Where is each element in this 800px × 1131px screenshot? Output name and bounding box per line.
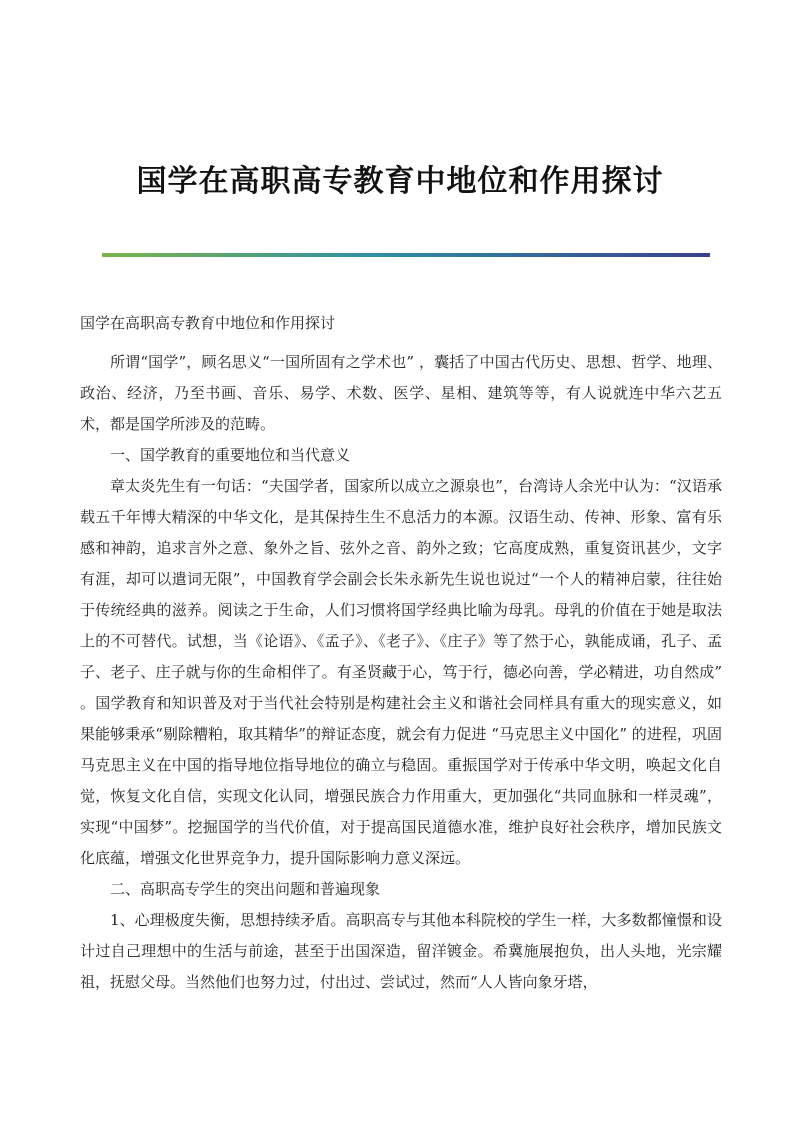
- section-heading-2: 二、高职高专学生的突出问题和普遍现象: [110, 880, 381, 898]
- paragraph-section-2-item-1: 1、心理极度失衡，思想持续矛盾。高职高专与其他本科院校的学生一样，大多数都憧憬和设计过自己理想中的生活与前途，甚至于出国深造，留洋镀金。希冀施展抱负，出人头地，光宗耀祖，抚慰父母。当然他们也努力过，付出过、尝试过，然而“人人皆向象牙塔，: [80, 911, 722, 991]
- paragraph-section-1: 章太炎先生有一句话：“夫国学者，国家所以成立之源泉也”，台湾诗人余光中认为：“汉语承载五千年博大精深的中华文化，是其保持生生不息活力的本源。汉语生动、传神、形象、富有乐感和神韵，追求言外之意、象外之旨、弦外之音、韵外之致；它高度成熟，重复资讯甚少，文字有涯，却可以遣词无限”，中国教育学会副会长朱永新先生说也说过“一个人的精神启蒙，往往始于传统经典的滋养。阅读之于生命，人们习惯将国学经典比喻为母乳。母乳的价值在于她是取法上的不可替代。试想，当《论语》、《孟子》、《老子》、《庄子》等了然于心，孰能成诵，孔子、孟子、老子、庄子就与你的生命相伴了。有圣贤藏于心，笃于行，德必向善，学必精进，功自然成” 。国学教育和知识普及对于当代社会特别是构建社会主义和谐社会同样具有重大的现实意义，如果能够秉承“剔除糟粕，取其精华”的辩证态度，就会有力促进 “马克思主义中国化” 的进程，巩固马克思主义在中国的指导地位指导地位的确立与稳固。重振国学对于传承中华文明，唤起文化自觉，恢复文化自信，实现文化认同，增强民族合力作用重大，更加强化“共同血脉和一样灵魂”，实现“中国梦”。挖掘国学的当代价值，对于提高国民道德水准，维护良好社会秩序，增加民族文化底蕴，增强文化世界竞争力，提升国际影响力意义深远。: [80, 477, 722, 867]
- document-body: [80, 308, 722, 998]
- section-heading-1: 一、国学教育的重要地位和当代意义: [110, 446, 351, 464]
- paragraph-intro: 所谓“国学”，顾名思义“一国所固有之学术也” ，囊括了中国古代历史、思想、哲学、地理、政治、经济，乃至书画、音乐、易学、术数、医学、星相、建筑等等，有人说就连中华六艺五术，都是国学所涉及的范畴。: [80, 353, 722, 433]
- title-divider: [102, 253, 710, 257]
- document-subtitle: 国学在高职高专教育中地位和作用探讨: [80, 314, 336, 332]
- page-title: 国学在高职高专教育中地位和作用探讨: [136, 164, 664, 199]
